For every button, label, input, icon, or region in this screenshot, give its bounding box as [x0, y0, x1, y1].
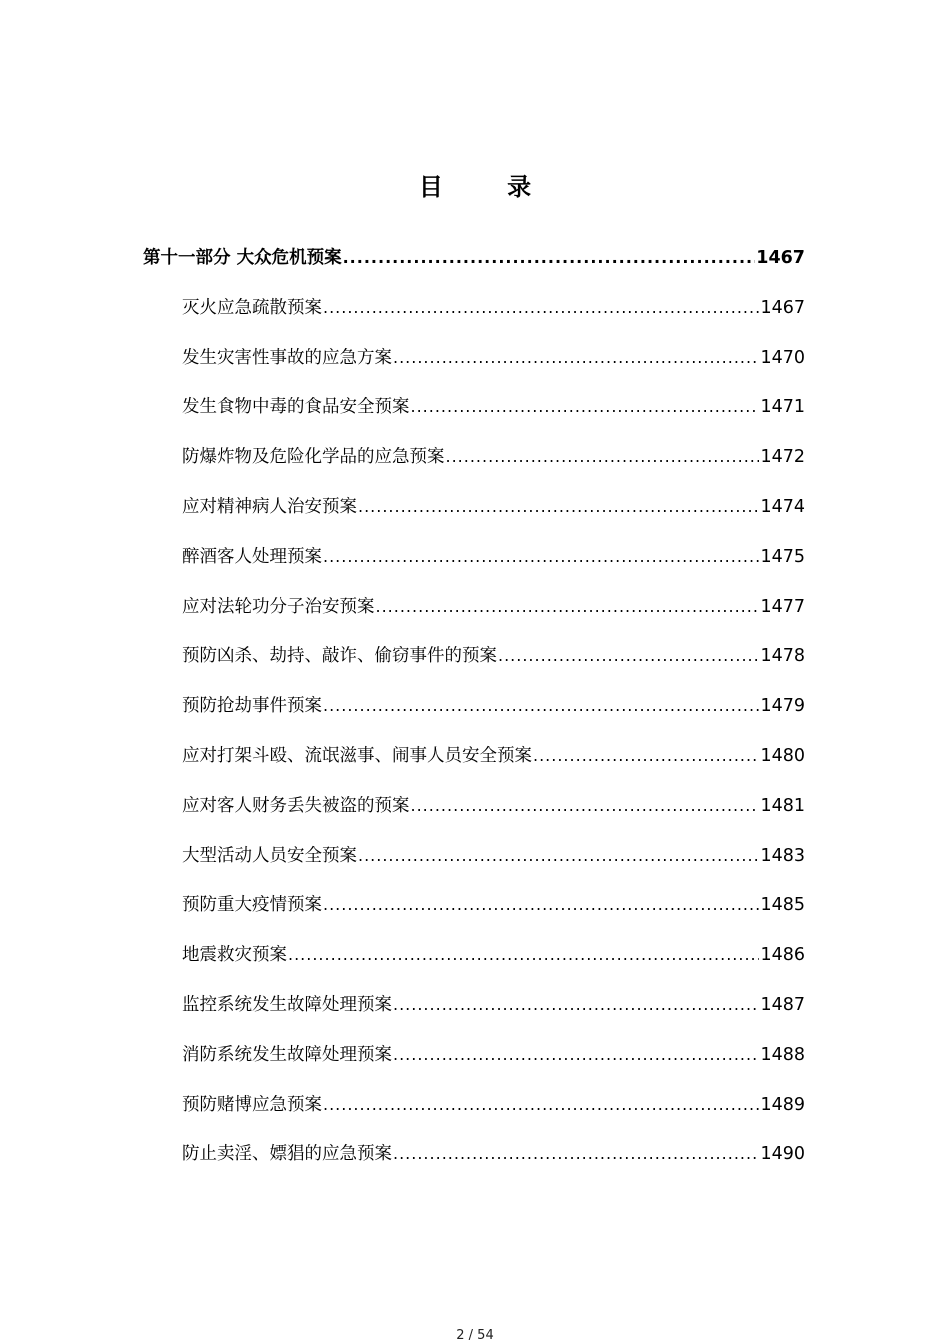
toc-entry[interactable] — [143, 293, 805, 343]
toc-entry[interactable] — [143, 492, 805, 542]
toc-entry-page: 1475 — [760, 546, 805, 567]
toc-entry-page: 1488 — [760, 1044, 805, 1065]
toc-entry[interactable] — [143, 691, 805, 741]
toc-entry[interactable] — [143, 641, 805, 691]
toc-entry[interactable] — [143, 741, 805, 791]
toc-entry[interactable] — [143, 392, 805, 442]
toc-entry-title: 发生食物中毒的食品安全预案 — [182, 397, 410, 418]
toc-entry-page: 1479 — [760, 696, 805, 717]
toc-entry-page: 1472 — [760, 447, 805, 468]
toc-leader-dots — [498, 641, 759, 671]
toc-entry[interactable] — [143, 841, 805, 891]
toc-leader-dots — [411, 392, 760, 422]
toc-entry-title: 灭火应急疏散预案 — [182, 297, 322, 318]
toc-entry-title: 监控系统发生故障处理预案 — [182, 994, 392, 1015]
toc-leader-dots — [323, 1090, 759, 1120]
toc-leader-dots — [446, 442, 760, 472]
toc-entry-page: 1477 — [760, 596, 805, 617]
toc-entry-title: 应对法轮功分子治安预案 — [182, 596, 375, 617]
toc-leader-dots — [323, 293, 759, 323]
toc-entry[interactable] — [143, 243, 805, 293]
toc-entry-title: 应对客人财务丢失被盗的预案 — [182, 795, 410, 816]
toc-leader-dots — [323, 691, 759, 721]
toc-leader-dots — [358, 492, 759, 522]
table-of-contents — [143, 243, 805, 1189]
toc-entry-page: 1490 — [760, 1144, 805, 1165]
page-indicator: 2 / 54 — [456, 1328, 494, 1343]
toc-leader-dots — [393, 1139, 759, 1169]
toc-leader-dots — [288, 940, 759, 970]
toc-leader-dots — [533, 741, 759, 771]
toc-entry-page: 1467 — [756, 248, 805, 268]
toc-entry[interactable] — [143, 1040, 805, 1090]
toc-entry[interactable] — [143, 990, 805, 1040]
toc-entry[interactable] — [143, 1139, 805, 1189]
toc-leader-dots — [411, 791, 760, 821]
toc-leader-dots — [323, 890, 759, 920]
toc-entry[interactable] — [143, 890, 805, 940]
toc-entry-title: 预防重大疫情预案 — [182, 895, 322, 916]
toc-entry[interactable] — [143, 542, 805, 592]
toc-leader-dots — [343, 243, 756, 273]
toc-entry-page: 1480 — [760, 745, 805, 766]
toc-leader-dots — [323, 542, 759, 572]
toc-entry-title: 防止卖淫、嫖猖的应急预案 — [182, 1144, 392, 1165]
toc-entry-page: 1483 — [760, 845, 805, 866]
toc-entry-title: 第十一部分 大众危机预案 — [143, 248, 342, 268]
toc-entry-title: 消防系统发生故障处理预案 — [182, 1044, 392, 1065]
toc-entry-page: 1474 — [760, 496, 805, 517]
toc-entry-page: 1478 — [760, 646, 805, 667]
toc-leader-dots — [376, 592, 760, 622]
toc-entry-title: 预防赌博应急预案 — [182, 1094, 322, 1115]
toc-entry-page: 1485 — [760, 895, 805, 916]
toc-entry-page: 1471 — [760, 397, 805, 418]
toc-entry-title: 应对精神病人治安预案 — [182, 496, 357, 517]
toc-entry-page: 1481 — [760, 795, 805, 816]
toc-entry-page: 1467 — [760, 297, 805, 318]
toc-leader-dots — [393, 343, 759, 373]
toc-leader-dots — [393, 990, 759, 1020]
toc-entry-title: 防爆炸物及危险化学品的应急预案 — [182, 447, 445, 468]
toc-leader-dots — [358, 841, 759, 871]
toc-leader-dots — [393, 1040, 759, 1070]
toc-entry-title: 预防抢劫事件预案 — [182, 696, 322, 717]
toc-entry[interactable] — [143, 343, 805, 393]
toc-entry-title: 预防凶杀、劫持、敲诈、偷窃事件的预案 — [182, 646, 497, 667]
toc-entry-page: 1486 — [760, 945, 805, 966]
page-title: 目 录 — [418, 173, 560, 201]
toc-entry[interactable] — [143, 940, 805, 990]
toc-entry[interactable] — [143, 442, 805, 492]
toc-entry[interactable] — [143, 791, 805, 841]
toc-entry-page: 1487 — [760, 994, 805, 1015]
toc-entry-title: 醉酒客人处理预案 — [182, 546, 322, 567]
toc-entry-title: 发生灾害性事故的应急方案 — [182, 347, 392, 368]
toc-entry-page: 1489 — [760, 1094, 805, 1115]
toc-entry-page: 1470 — [760, 347, 805, 368]
toc-entry-title: 大型活动人员安全预案 — [182, 845, 357, 866]
toc-entry-title: 应对打架斗殴、流氓滋事、闹事人员安全预案 — [182, 745, 532, 766]
toc-entry-title: 地震救灾预案 — [182, 945, 287, 966]
toc-entry[interactable] — [143, 1090, 805, 1140]
toc-entry[interactable] — [143, 592, 805, 642]
